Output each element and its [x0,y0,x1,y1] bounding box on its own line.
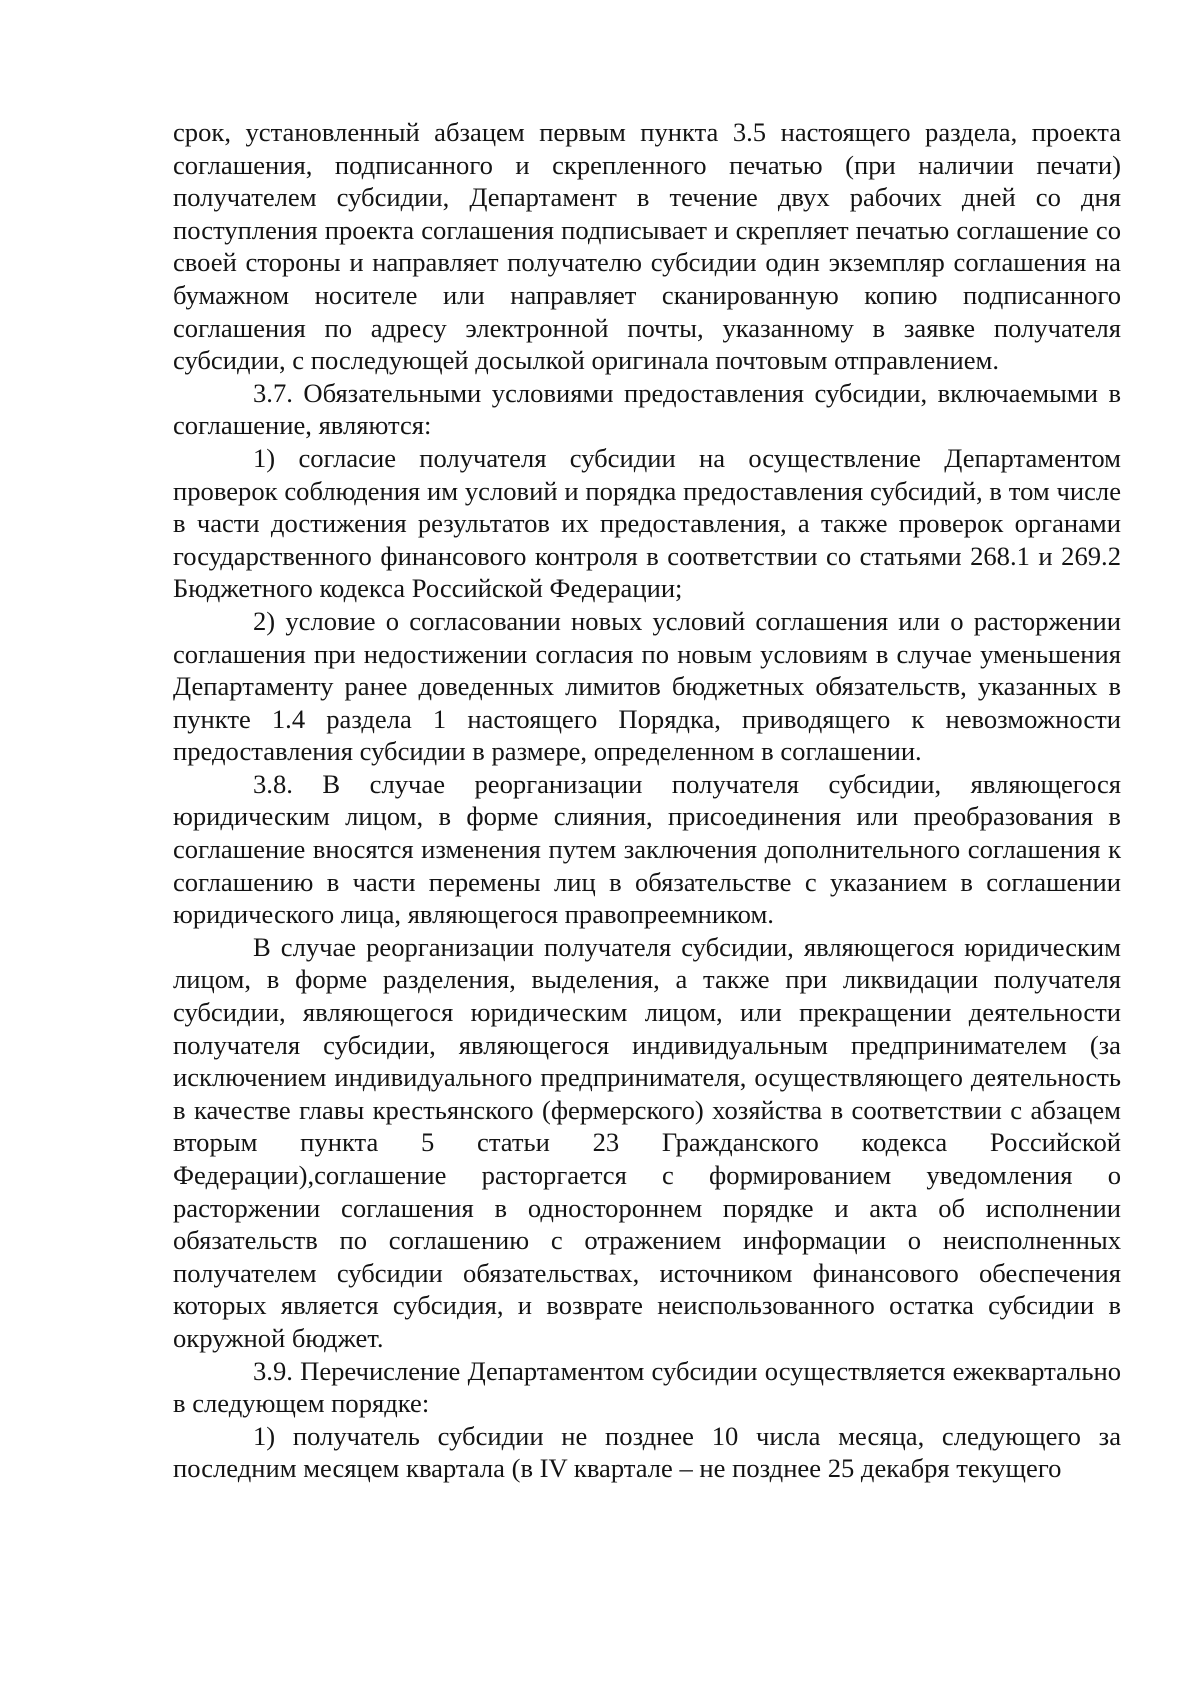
paragraph-3-8-second: В случае реорганизации получателя субсидии, являющегося юридическим лицом, в форме разделения, выделения, а также при ликвидации получателя субсидии, являющегося юридическим лицом, или прекращении деятельности получателя субсидии, являющегося индивидуальным предпринимателем (за исключением индивидуального предпринимателя, осуществляющего деятельность в качестве главы крестьянского (фермерского) хозяйства в соответствии с абзацем вторым пункта 5 статьи 23 Гражданского кодекса Российской Федерации),соглашение расторгается с формированием уведомления о расторжении соглашения в одностороннем порядке и акта об исполнении обязательств по соглашению с отражением информации о неисполненных получателем субсидии обязательствах, источником финансового обеспечения которых является субсидия, и возврате неиспользованного остатка субсидии в окружной бюджет. [173,931,1121,1353]
paragraph-3-7-item-1: 1) согласие получателя субсидии на осуществление Департаментом проверок соблюдения им условий и порядка предоставления субсидий, в том числе в части достижения результатов их предоставления, а также проверок органами государственного финансового контроля в соответствии со статьями 268.1 и 269.2 Бюджетного кодекса Российской Федерации; [173,442,1121,604]
paragraph-continuation-3-6: срок, установленный абзацем первым пункта 3.5 настоящего раздела, проекта соглашения, подписанного и скрепленного печатью (при наличии печати) получателем субсидии, Департамент в течение двух рабочих дней со дня поступления проекта соглашения подписывает и скрепляет печатью соглашение со своей стороны и направляет получателю субсидии один экземпляр соглашения на бумажном носителе или направляет сканированную копию подписанного соглашения по адресу электронной почты, указанному в заявке получателя субсидии, с последующей досылкой оригинала почтовым отправлением. [173,117,1121,376]
paragraph-3-8: 3.8. В случае реорганизации получателя субсидии, являющегося юридическим лицом, в форме слияния, присоединения или преобразования в соглашение вносятся изменения путем заключения дополнительного соглашения к соглашению в части перемены лиц в обязательстве с указанием в соглашении юридического лица, являющегося правопреемником. [173,768,1121,930]
paragraph-3-7-item-2: 2) условие о согласовании новых условий соглашения или о расторжении соглашения при недостижении согласия по новым условиям в случае уменьшения Департаменту ранее доведенных лимитов бюджетных обязательств, указанных в пункте 1.4 раздела 1 настоящего Порядка, приводящего к невозможности предоставления субсидии в размере, определенном в соглашении. [173,605,1121,767]
document-body [173,116,1121,1485]
paragraph-3-7: 3.7. Обязательными условиями предоставления субсидии, включаемыми в соглашение, являются: [173,377,1121,441]
paragraph-3-9-item-1: 1) получатель субсидии не позднее 10 числа месяца, следующего за последним месяцем квартала (в IV квартале – не позднее 25 декабря текущего [173,1420,1121,1484]
paragraph-3-9: 3.9. Перечисление Департаментом субсидии осуществляется ежеквартально в следующем порядке: [173,1355,1121,1419]
